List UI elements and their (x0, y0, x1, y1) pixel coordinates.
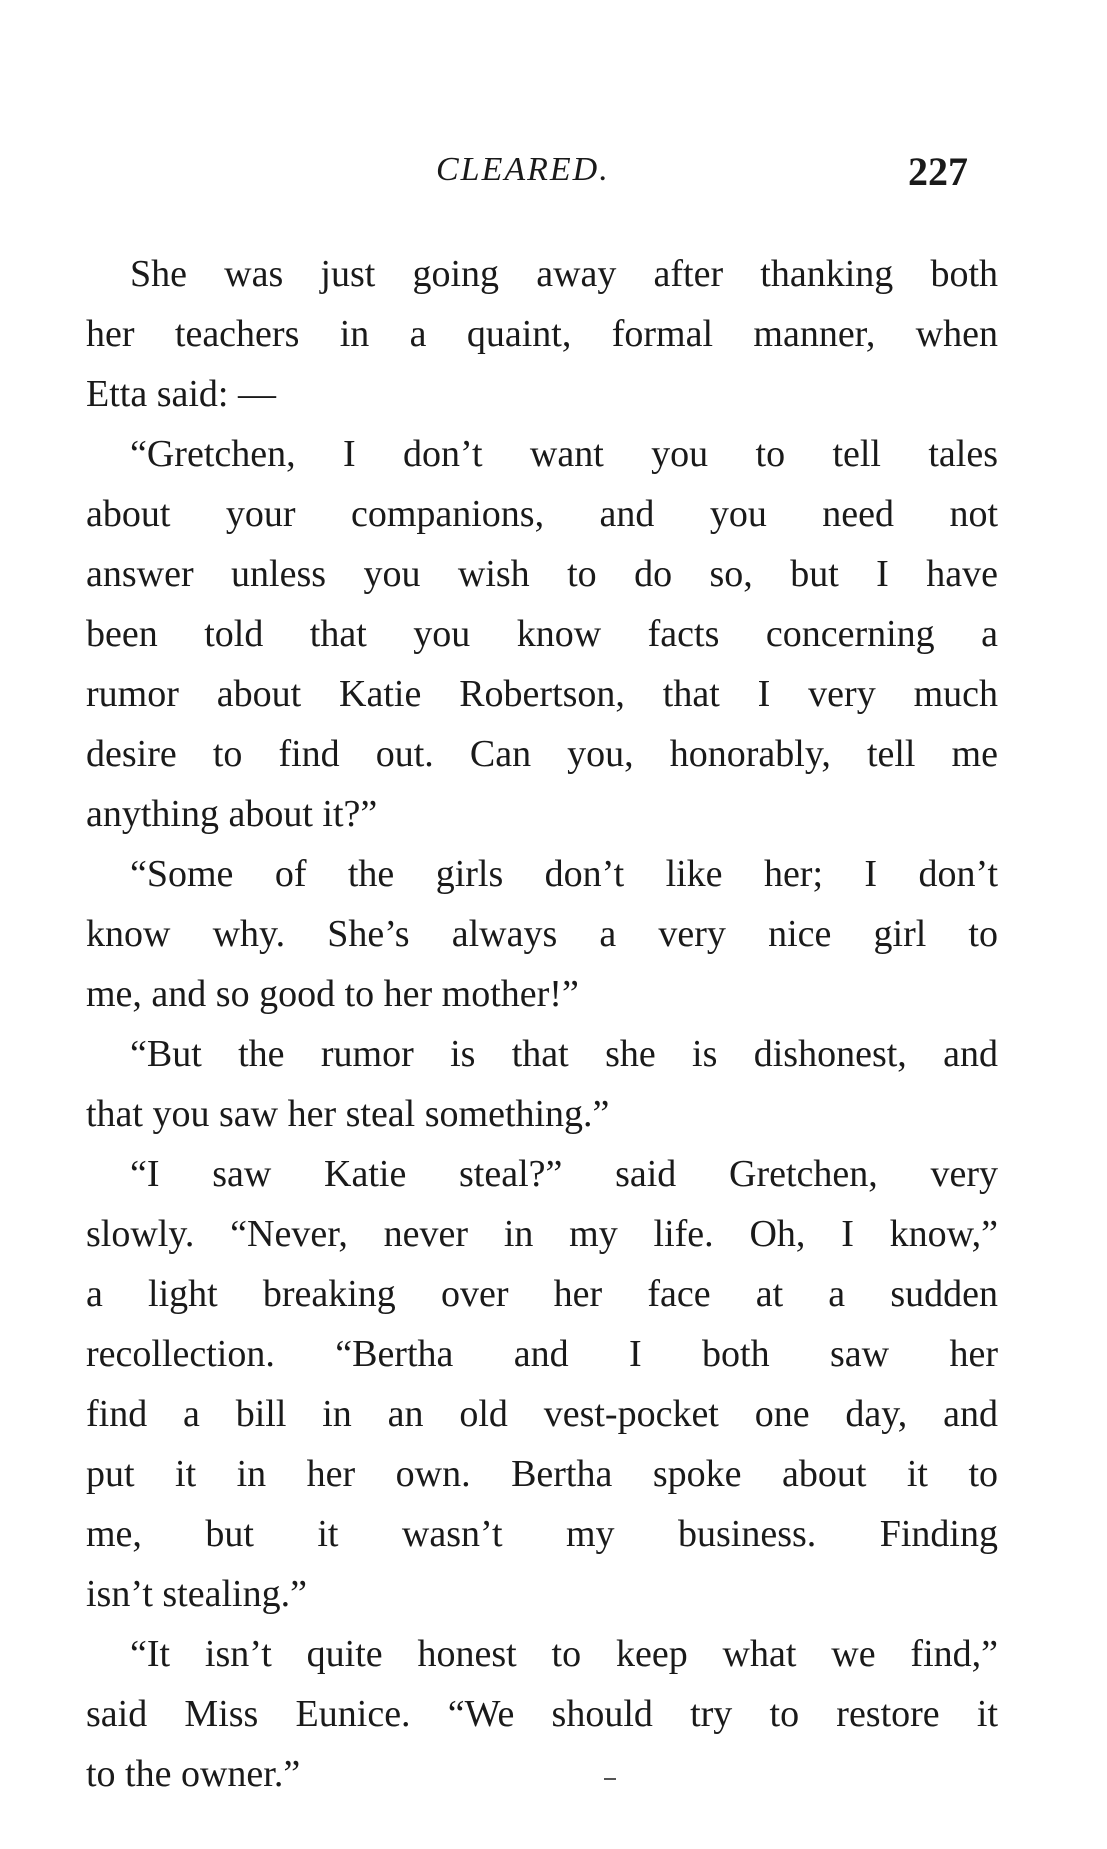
text-line: “Gretchen, I don’t want you to tell tales (130, 433, 998, 475)
text-line: me, and so good to her mother!” (86, 973, 579, 1015)
text-line: said Miss Eunice. “We should try to restore it (86, 1693, 998, 1735)
running-head (0, 148, 1107, 198)
text-line: know why. She’s always a very nice girl to (86, 913, 998, 955)
page-number: 227 (908, 149, 968, 194)
text-line: about your companions, and you need not (86, 493, 998, 535)
text-line: recollection. “Bertha and I both saw her (86, 1333, 998, 1375)
text-line: She was just going away after thanking both (130, 253, 998, 295)
text-line: put it in her own. Bertha spoke about it to (86, 1453, 998, 1495)
text-line: to the owner.” (86, 1753, 301, 1795)
text-line: “I saw Katie steal?” said Gretchen, very (130, 1153, 998, 1195)
text-line: me, but it wasn’t my business. Finding (86, 1513, 998, 1555)
text-line: anything about it?” (86, 793, 378, 835)
text-line: her teachers in a quaint, formal manner, when (86, 313, 998, 355)
chapter-title: CLEARED. (436, 151, 610, 188)
text-line: isn’t stealing.” (86, 1573, 307, 1615)
text-line: slowly. “Never, never in my life. Oh, I know,” (86, 1213, 998, 1255)
text-line: “Some of the girls don’t like her; I don’t (130, 853, 998, 895)
text-line: that you saw her steal something.” (86, 1093, 610, 1135)
text-line: rumor about Katie Robertson, that I very much (86, 673, 998, 715)
text-line: been told that you know facts concerning a (86, 613, 998, 655)
text-line: desire to find out. Can you, honorably, tell me (86, 733, 998, 775)
text-line: a light breaking over her face at a sudden (86, 1273, 998, 1315)
print-mark (604, 1778, 616, 1780)
text-line: find a bill in an old vest-pocket one day, and (86, 1393, 998, 1435)
text-line: answer unless you wish to do so, but I have (86, 553, 998, 595)
text-line: “But the rumor is that she is dishonest, and (130, 1033, 998, 1075)
text-line: Etta said: — (86, 373, 276, 415)
text-line: “It isn’t quite honest to keep what we find,” (130, 1633, 998, 1675)
body-text (86, 244, 998, 1804)
